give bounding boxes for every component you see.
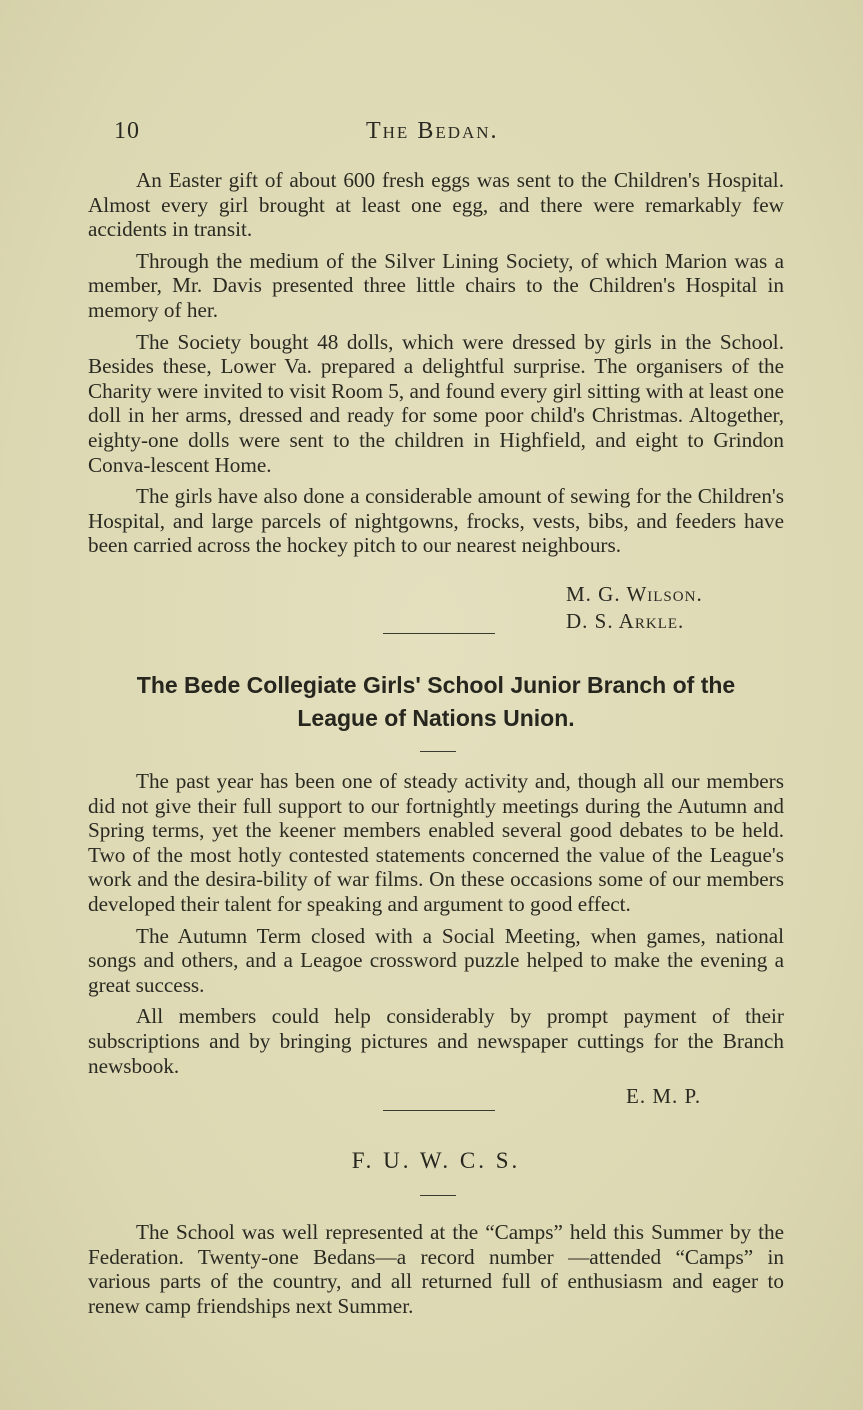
paragraph: The School was well represented at the “Camps” held this Summer by the Federation. Twenty-one Bedans—a record number —attended “Camps” in various parts of the country, and all returned full of enthusiasm and eager to renew camp friendships next Summer.: [88, 1220, 784, 1318]
section-league: [88, 769, 784, 1078]
signature: D. S. Arkle.: [566, 609, 685, 633]
paragraph: The Autumn Term closed with a Social Meeting, when games, national songs and others, and a Leagoe crossword puzzle helped to make the evening a great success.: [88, 923, 784, 997]
page-header: [86, 118, 786, 148]
paragraph: The past year has been one of steady activity and, though all our members did not give their full support to our fortnightly meetings during the Autumn and Spring terms, yet the keener members enabled several good debates to be held. Two of the most hotly contested statements concerned the value of the League's work and the desira-bility of war films. On these occasions some of our members developed their talent for speaking and argument to good effect.: [88, 769, 784, 916]
section-fuwcs: [88, 1220, 784, 1318]
signature: M. G. Wilson.: [566, 582, 703, 606]
signature: E. M. P.: [626, 1084, 702, 1108]
paragraph: Through the medium of the Silver Lining Society, of which Marion was a member, Mr. Davis presented three little chairs to the Children's Hospital in memory of her.: [88, 248, 784, 322]
paragraph: The girls have also done a considerable amount of sewing for the Children's Hospital, and large parcels of nightgowns, frocks, vests, bibs, and feeders have been carried across the hockey pitch to our nearest neighbours.: [88, 484, 784, 558]
section-heading: F. U. W. C. S.: [351, 1148, 521, 1173]
section-charity: [88, 168, 784, 558]
heading-line: The Bede Collegiate Girls' School Junior Branch of the: [136, 672, 736, 698]
heading-line: League of Nations Union.: [297, 705, 575, 731]
heading-divider: [420, 751, 456, 752]
running-title: The Bedan.: [366, 118, 499, 144]
section-divider: [383, 633, 495, 634]
page-number: 10: [114, 118, 140, 144]
heading-divider: [420, 1195, 456, 1196]
section-divider: [383, 1110, 495, 1111]
paragraph: The Society bought 48 dolls, which were dressed by girls in the School. Besides these, Lower Va. prepared a delightful surprise. The organisers of the Charity were invited to visit Room 5, and found every girl sitting with at least one doll in her arms, dressed and ready for some poor child's Christmas. Altogether, eighty-one dolls were sent to the children in Highfield, and eight to Grindon Conva-lescent Home.: [88, 329, 784, 477]
section-heading: [88, 669, 784, 735]
paragraph: All members could help considerably by prompt payment of their subscriptions and by bringing pictures and newspaper cuttings for the Branch newsbook.: [88, 1004, 784, 1078]
paragraph: An Easter gift of about 600 fresh eggs was sent to the Children's Hospital. Almost every girl brought at least one egg, and there were remarkably few accidents in transit.: [88, 168, 784, 242]
